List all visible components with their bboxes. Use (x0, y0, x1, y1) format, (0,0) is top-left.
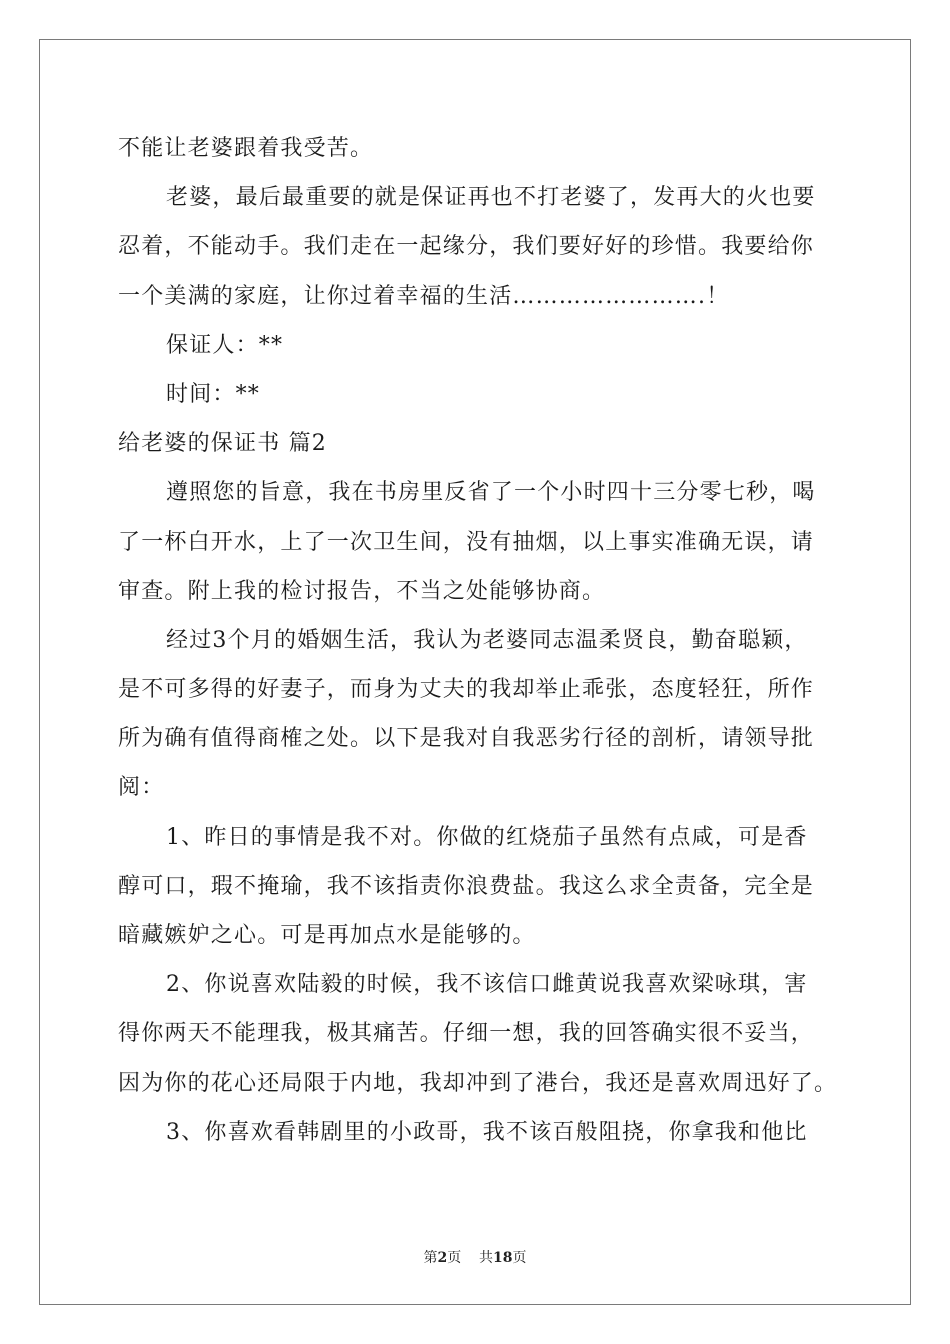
section-heading: 给老婆的保证书 篇2 (118, 431, 327, 457)
text-line-10: 审查。附上我的检讨报告，不当之处能够协商。 (118, 578, 606, 604)
text-line-17: 暗藏嫉妒之心。可是再加点水是能够的。 (118, 923, 536, 948)
text-line-2: 老婆，最后最重要的就是保证再也不打老婆了，发再大的火也要 (166, 185, 816, 211)
text-line-3: 忍着，不能动手。我们走在一起缘分，我们要好好的珍惜。我要给你 (118, 234, 815, 260)
footer-total-prefix: 共 (479, 1250, 494, 1266)
text-line-13: 所为确有值得商榷之处。以下是我对自我恶劣行径的剖析，请领导批 (118, 726, 815, 752)
text-line-20: 因为你的花心还局限于内地，我却冲到了港台，我还是喜欢周迅好了。 (118, 1070, 838, 1096)
page-footer (0, 1247, 950, 1267)
footer-page-suffix: 页 (447, 1250, 462, 1266)
footer-total-number: 18 (493, 1250, 513, 1266)
text-line-14: 阅： (118, 775, 165, 801)
text-line-18: 2、你说喜欢陆毅的时候，我不该信口雌黄说我喜欢梁咏琪，害 (166, 972, 808, 998)
text-line-15: 1、昨日的事情是我不对。你做的红烧茄子虽然有点咸，可是香 (166, 824, 808, 850)
text-line-12: 是不可多得的好妻子，而身为丈夫的我却举止乖张，态度轻狂，所作 (118, 677, 815, 703)
document-body (118, 124, 838, 1157)
footer-page-number: 2 (437, 1250, 448, 1266)
guarantor-line: 保证人：** (166, 332, 284, 358)
text-line-16: 醇可口，瑕不掩瑜，我不该指责你浪费盐。我这么求全责备，完全是 (118, 873, 815, 899)
time-line: 时间：** (166, 381, 261, 407)
text-line-11: 经过3个月的婚姻生活，我认为老婆同志温柔贤良，勤奋聪颖， (166, 627, 808, 653)
text-line-19: 得你两天不能理我，极其痛苦。仔细一想，我的回答确实很不妥当， (118, 1021, 815, 1047)
text-line-1: 不能让老婆跟着我受苦。 (118, 136, 374, 161)
text-line-9: 了一杯白开水，上了一次卫生间，没有抽烟，以上事实准确无误，请 (118, 529, 815, 555)
text-line-4: 一个美满的家庭，让你过着幸福的生活…………………….！ (118, 283, 730, 309)
footer-total-suffix: 页 (512, 1250, 527, 1266)
text-line-21: 3、你喜欢看韩剧里的小政哥，我不该百般阻挠，你拿我和他比 (166, 1119, 808, 1145)
footer-page-prefix: 第 (423, 1250, 438, 1266)
text-line-8: 遵照您的旨意，我在书房里反省了一个小时四十三分零七秒，喝 (166, 480, 816, 506)
